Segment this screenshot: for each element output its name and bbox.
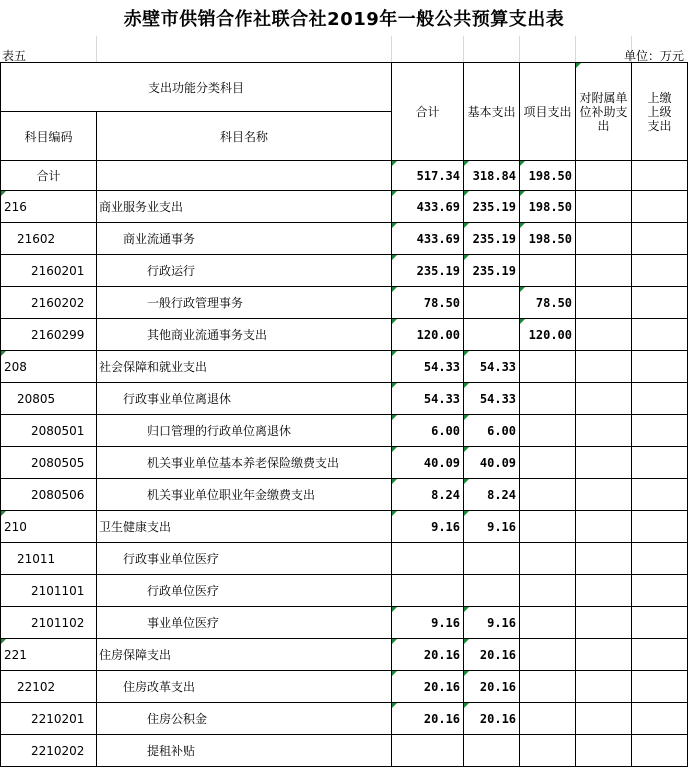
table-row: [1, 383, 688, 415]
cell-project: [520, 703, 576, 735]
table-row: [1, 639, 688, 671]
cell-subsidy: [576, 319, 632, 351]
total-row-project: 198.50: [520, 161, 576, 191]
total-row-label: 合计: [1, 161, 97, 191]
header-project: 项目支出: [520, 63, 576, 161]
cell-name: 商业服务业支出: [97, 191, 392, 223]
cell-total: 8.24: [392, 479, 464, 511]
cell-code: 22102: [1, 671, 97, 703]
cell-project: [520, 735, 576, 767]
cell-name: 卫生健康支出: [97, 511, 392, 543]
cell-total: 9.16: [392, 511, 464, 543]
cell-upper: [632, 543, 688, 575]
cell-project: [520, 415, 576, 447]
cell-project: [520, 479, 576, 511]
cell-name: 事业单位医疗: [97, 607, 392, 639]
cell-subsidy: [576, 223, 632, 255]
total-row-subsidy: [576, 161, 632, 191]
cell-name: 住房改革支出: [97, 671, 392, 703]
cell-total: 54.33: [392, 351, 464, 383]
table-row: [1, 735, 688, 767]
cell-project: 78.50: [520, 287, 576, 319]
cell-basic: 9.16: [464, 607, 520, 639]
total-row-total: 517.34: [392, 161, 464, 191]
cell-basic: [464, 735, 520, 767]
cell-name: 其他商业流通事务支出: [97, 319, 392, 351]
cell-subsidy: [576, 639, 632, 671]
cell-upper: [632, 223, 688, 255]
cell-code: 2160299: [1, 319, 97, 351]
cell-total: 6.00: [392, 415, 464, 447]
cell-subsidy: [576, 191, 632, 223]
cell-total: 40.09: [392, 447, 464, 479]
cell-project: 120.00: [520, 319, 576, 351]
header-upper: 上缴上级支出: [632, 63, 688, 161]
cell-upper: [632, 703, 688, 735]
cell-subsidy: [576, 383, 632, 415]
table-row: [1, 479, 688, 511]
table-row: [1, 351, 688, 383]
cell-basic: [464, 543, 520, 575]
cell-upper: [632, 319, 688, 351]
cell-total: [392, 575, 464, 607]
table-row: [1, 287, 688, 319]
cell-name: 一般行政管理事务: [97, 287, 392, 319]
cell-name: 住房公积金: [97, 703, 392, 735]
cell-basic: 9.16: [464, 511, 520, 543]
cell-total: 78.50: [392, 287, 464, 319]
cell-project: [520, 351, 576, 383]
gridline: [96, 36, 97, 62]
cell-total: 54.33: [392, 383, 464, 415]
cell-code: 210: [1, 511, 97, 543]
gridline: [463, 36, 464, 62]
cell-name: 行政单位医疗: [97, 575, 392, 607]
cell-name: 行政事业单位离退休: [97, 383, 392, 415]
cell-subsidy: [576, 479, 632, 511]
cell-name: 行政事业单位医疗: [97, 543, 392, 575]
cell-upper: [632, 479, 688, 511]
cell-code: 2210202: [1, 735, 97, 767]
cell-basic: 235.19: [464, 191, 520, 223]
cell-upper: [632, 191, 688, 223]
cell-name: 机关事业单位职业年金缴费支出: [97, 479, 392, 511]
cell-name: 住房保障支出: [97, 639, 392, 671]
cell-subsidy: [576, 575, 632, 607]
cell-project: [520, 511, 576, 543]
cell-upper: [632, 351, 688, 383]
cell-project: [520, 447, 576, 479]
cell-name: 社会保障和就业支出: [97, 351, 392, 383]
total-row-name: [97, 161, 392, 191]
table-row: [1, 543, 688, 575]
cell-project: [520, 607, 576, 639]
cell-total: 433.69: [392, 191, 464, 223]
cell-code: 221: [1, 639, 97, 671]
cell-basic: 20.16: [464, 671, 520, 703]
cell-basic: 20.16: [464, 703, 520, 735]
table-row: [1, 671, 688, 703]
cell-basic: 235.19: [464, 255, 520, 287]
cell-basic: 6.00: [464, 415, 520, 447]
table-row: [1, 255, 688, 287]
table-row: [1, 191, 688, 223]
cell-upper: [632, 447, 688, 479]
cell-code: 2080505: [1, 447, 97, 479]
cell-subsidy: [576, 255, 632, 287]
cell-basic: [464, 575, 520, 607]
cell-upper: [632, 287, 688, 319]
cell-project: [520, 383, 576, 415]
cell-basic: 54.33: [464, 351, 520, 383]
cell-project: [520, 671, 576, 703]
cell-subsidy: [576, 543, 632, 575]
cell-total: 433.69: [392, 223, 464, 255]
header-name: 科目名称: [97, 112, 392, 161]
cell-code: 2080506: [1, 479, 97, 511]
table-row: [1, 447, 688, 479]
cell-code: 2101101: [1, 575, 97, 607]
cell-subsidy: [576, 351, 632, 383]
header-basic: 基本支出: [464, 63, 520, 161]
cell-code: 208: [1, 351, 97, 383]
cell-project: 198.50: [520, 191, 576, 223]
header-total: 合计: [392, 63, 464, 161]
total-row-basic: 318.84: [464, 161, 520, 191]
cell-code: 21011: [1, 543, 97, 575]
gridline: [391, 36, 392, 62]
cell-project: [520, 639, 576, 671]
cell-name: 提租补贴: [97, 735, 392, 767]
cell-code: 2160202: [1, 287, 97, 319]
cell-upper: [632, 671, 688, 703]
cell-project: 198.50: [520, 223, 576, 255]
cell-upper: [632, 383, 688, 415]
table-id-label: 表五: [2, 49, 27, 63]
table-row-total: [1, 161, 688, 191]
cell-upper: [632, 511, 688, 543]
budget-table: [0, 62, 688, 767]
cell-upper: [632, 255, 688, 287]
cell-project: [520, 255, 576, 287]
cell-total: 20.16: [392, 703, 464, 735]
cell-name: 机关事业单位基本养老保险缴费支出: [97, 447, 392, 479]
cell-name: 归口管理的行政单位离退休: [97, 415, 392, 447]
cell-code: 2080501: [1, 415, 97, 447]
cell-basic: 54.33: [464, 383, 520, 415]
cell-code: 2101102: [1, 607, 97, 639]
cell-total: 20.16: [392, 639, 464, 671]
cell-name: 商业流通事务: [97, 223, 392, 255]
cell-code: 2160201: [1, 255, 97, 287]
cell-basic: [464, 287, 520, 319]
cell-total: [392, 735, 464, 767]
header-category: 支出功能分类科目: [1, 63, 392, 112]
total-row-upper: [632, 161, 688, 191]
cell-code: 216: [1, 191, 97, 223]
unit-label: 单位：万元: [623, 49, 684, 63]
page-title: 赤壁市供销合作社联合社2019年一般公共预算支出表: [123, 9, 565, 30]
gridline: [519, 36, 520, 62]
cell-subsidy: [576, 287, 632, 319]
header-subsidy: 对附属单位补助支出: [576, 63, 632, 161]
cell-basic: 40.09: [464, 447, 520, 479]
gridline: [575, 36, 576, 62]
table-row: [1, 607, 688, 639]
cell-code: 20805: [1, 383, 97, 415]
cell-subsidy: [576, 607, 632, 639]
cell-basic: [464, 319, 520, 351]
cell-subsidy: [576, 703, 632, 735]
cell-total: 120.00: [392, 319, 464, 351]
table-row: [1, 319, 688, 351]
cell-subsidy: [576, 671, 632, 703]
cell-project: [520, 575, 576, 607]
cell-total: 20.16: [392, 671, 464, 703]
cell-basic: 235.19: [464, 223, 520, 255]
cell-upper: [632, 607, 688, 639]
cell-basic: 8.24: [464, 479, 520, 511]
table-row: [1, 511, 688, 543]
cell-subsidy: [576, 511, 632, 543]
cell-total: [392, 543, 464, 575]
cell-code: 2210201: [1, 703, 97, 735]
cell-upper: [632, 415, 688, 447]
cell-subsidy: [576, 447, 632, 479]
table-row: [1, 415, 688, 447]
cell-project: [520, 543, 576, 575]
cell-subsidy: [576, 735, 632, 767]
table-row: [1, 575, 688, 607]
cell-name: 行政运行: [97, 255, 392, 287]
header-code: 科目编码: [1, 112, 97, 161]
cell-subsidy: [576, 415, 632, 447]
cell-code: 21602: [1, 223, 97, 255]
table-row: [1, 703, 688, 735]
cell-basic: 20.16: [464, 639, 520, 671]
cell-upper: [632, 639, 688, 671]
cell-total: 235.19: [392, 255, 464, 287]
cell-upper: [632, 735, 688, 767]
cell-upper: [632, 575, 688, 607]
table-row: [1, 223, 688, 255]
cell-total: 9.16: [392, 607, 464, 639]
